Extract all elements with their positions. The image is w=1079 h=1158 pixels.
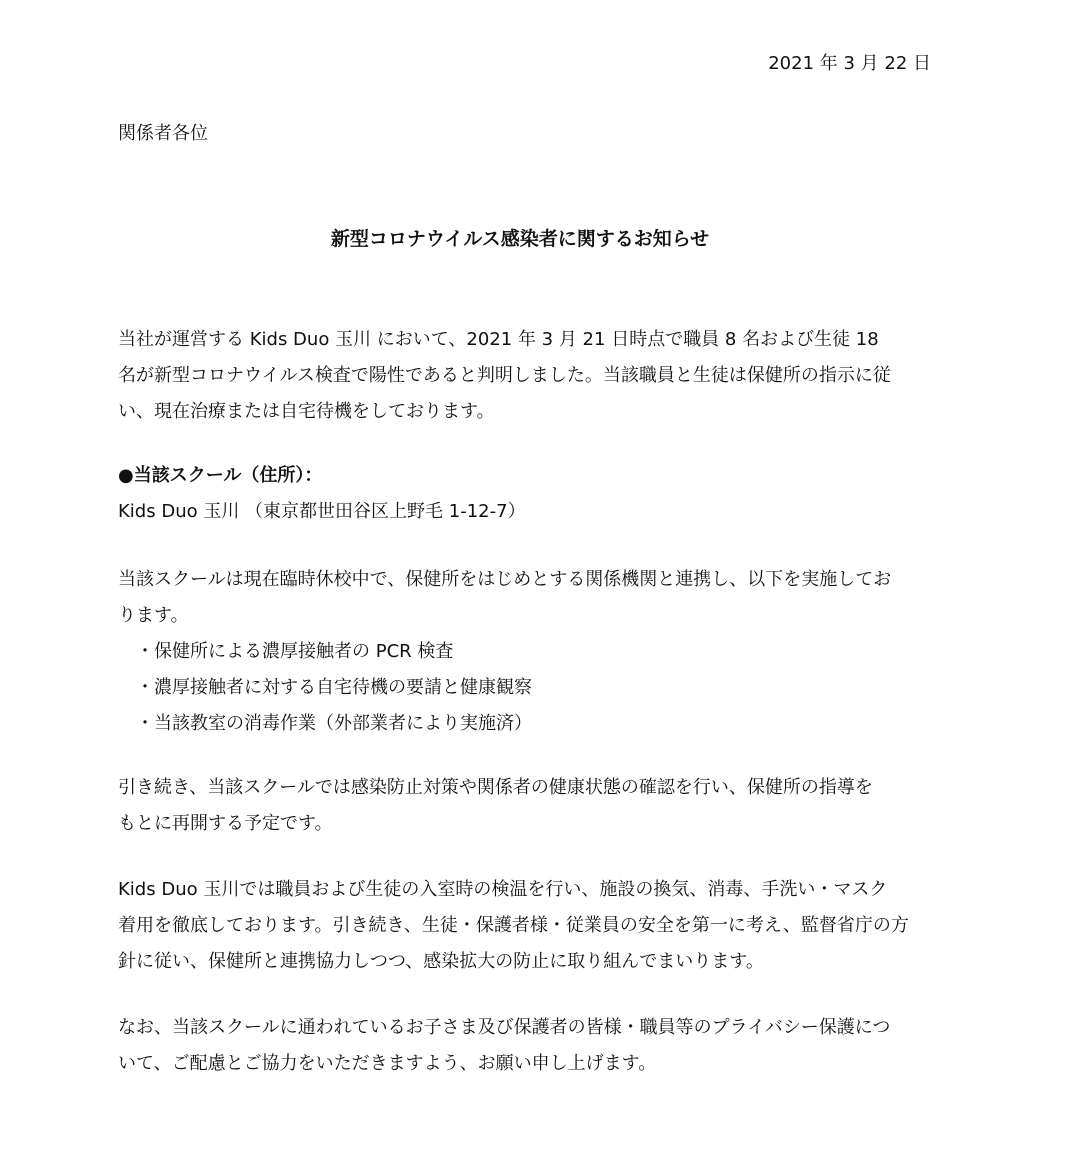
policy-line: 着用を徹底しております。引き続き、生徒・保護者様・従業員の安全を第一に考え、監督省庁の方 <box>118 915 909 936</box>
measure-item: ・濃厚接触者に対する自宅待機の要請と健康観察 <box>136 677 532 698</box>
privacy-paragraph <box>118 1010 948 1082</box>
measures-line: ります。 <box>118 605 189 626</box>
measure-item: ・保健所による濃厚接触者の PCR 検査 <box>136 641 454 662</box>
intro-line: 当社が運営する Kids Duo 玉川 において、2021 年 3 月 21 日時点で職員 8 名および生徒 18 <box>118 329 879 350</box>
school-heading: ●当該スクール（住所）： <box>118 465 323 486</box>
intro-line: い、現在治療または自宅待機をしております。 <box>118 401 495 422</box>
school-address: Kids Duo 玉川 （東京都世田谷区上野毛 1-12-7） <box>118 501 526 522</box>
measures-line: 当該スクールは現在臨時休校中で、保健所をはじめとする関係機関と連携し、以下を実施してお <box>118 569 892 590</box>
continuation-paragraph <box>118 770 948 842</box>
intro-paragraph <box>118 322 948 430</box>
policy-line: Kids Duo 玉川では職員および生徒の入室時の検温を行い、施設の換気、消毒、手洗い・マスク <box>118 879 888 900</box>
privacy-line: いて、ご配慮とご協力をいただきますよう、お願い申し上げます。 <box>118 1053 657 1074</box>
measure-item: ・当該教室の消毒作業（外部業者により実施済） <box>136 713 532 734</box>
intro-line: 名が新型コロナウイルス検査で陽性であると判明しました。当該職員と生徒は保健所の指示に従 <box>118 365 891 386</box>
document-date: 2021 年 3 月 22 日 <box>768 53 931 74</box>
policy-paragraph <box>118 872 948 980</box>
continuation-line: 引き続き、当該スクールでは感染防止対策や関係者の健康状態の確認を行い、保健所の指導を <box>118 777 873 798</box>
privacy-line: なお、当該スクールに通われているお子さま及び保護者の皆様・職員等のプライバシー保護につ <box>118 1017 891 1038</box>
school-section <box>118 458 948 530</box>
document-title: 新型コロナウイルス感染者に関するお知らせ <box>330 228 710 250</box>
addressee: 関係者各位 <box>118 123 208 144</box>
measures-section <box>118 562 948 742</box>
policy-line: 針に従い、保健所と連携協力しつつ、感染拡大の防止に取り組んでまいります。 <box>118 951 764 972</box>
continuation-line: もとに再開する予定です。 <box>118 813 333 834</box>
